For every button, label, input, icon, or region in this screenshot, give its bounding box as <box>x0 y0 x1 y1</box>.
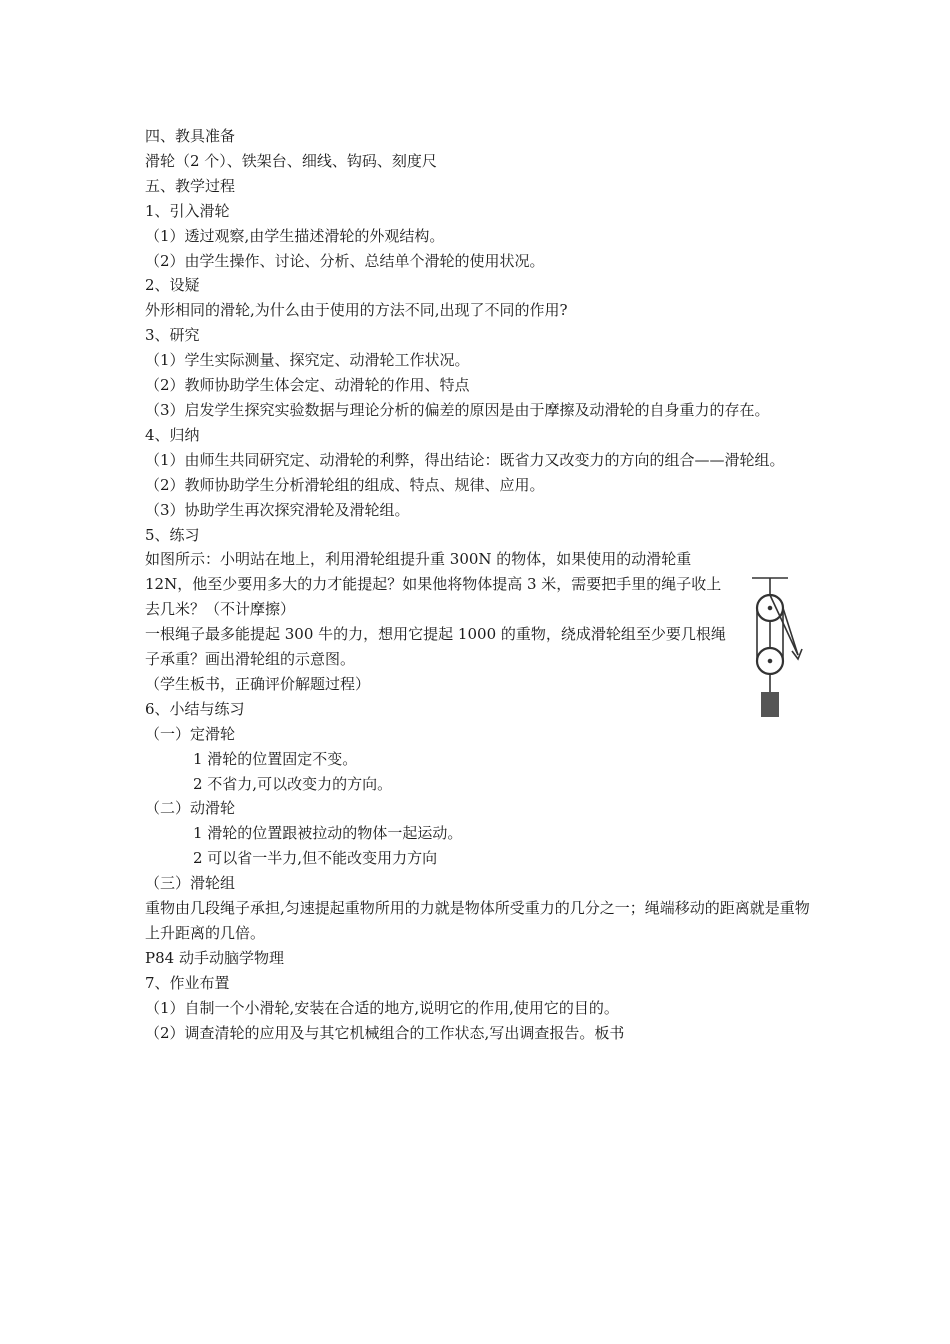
step-4-item-2: （2）教师协助学生分析滑轮组的组成、特点、规律、应用。 <box>145 475 545 494</box>
pulley-system-icon <box>750 575 812 720</box>
step-7-title: 7、作业布置 <box>145 973 230 992</box>
step-1-title: 1、引入滑轮 <box>145 201 230 220</box>
moving-pulley-point-1: 1 滑轮的位置跟被拉动的物体一起运动。 <box>193 824 463 843</box>
fixed-pulley-point-1: 1 滑轮的位置固定不变。 <box>193 749 358 768</box>
fixed-pulley-point-2: 2 不省力,可以改变力的方向。 <box>193 774 393 793</box>
equipment-list: 滑轮（2 个）、铁架台、细线、钩码、刻度尺 <box>145 151 437 170</box>
step-5-note: （学生板书，正确评价解题过程） <box>145 674 371 693</box>
step-4-title: 4、归纳 <box>145 425 200 444</box>
step-4-item-3: （3）协助学生再次探究滑轮及滑轮组。 <box>145 500 410 519</box>
step-3-item-1: （1）学生实际测量、探究定、动滑轮工作状况。 <box>145 351 470 370</box>
step-6-title: 6、小结与练习 <box>145 699 245 718</box>
step-5-question-1: 如图所示：小明站在地上，利用滑轮组提升重 300N 的物体，如果使用的动滑轮重 12N，他至少要用多大的力才能提起？如果他将物体提高 3 米，需要把手里的绳子收上去几米？（不计摩擦） <box>145 550 722 619</box>
step-4-item-1: （1）由师生共同研究定、动滑轮的利弊，得出结论：既省力又改变力的方向的组合——滑轮组。 <box>145 450 785 469</box>
step-3-title: 3、研究 <box>145 326 200 345</box>
step-3-item-3: （3）启发学生探究实验数据与理论分析的偏差的原因是由于摩擦及动滑轮的自身重力的存在。 <box>145 400 770 419</box>
step-2-title: 2、设疑 <box>145 276 200 295</box>
step-2-text: 外形相同的滑轮,为什么由于使用的方法不同,出现了不同的作用? <box>145 301 568 320</box>
document-body <box>145 124 815 1046</box>
step-5-question-2: 一根绳子最多能提起 300 牛的力，想用它提起 1000 的重物，绕成滑轮组至少要几根绳子承重？画出滑轮组的示意图。 <box>145 625 726 669</box>
step-1-item-2: （2）由学生操作、讨论、分析、总结单个滑轮的使用状况。 <box>145 251 545 270</box>
section-5-title: 五、教学过程 <box>145 176 236 195</box>
fixed-pulley-title: （一）定滑轮 <box>145 724 236 743</box>
homework-item-1: （1）自制一个小滑轮,安装在合适的地方,说明它的作用,使用它的目的。 <box>145 998 619 1017</box>
textbook-reference: P84 动手动脑学物理 <box>145 948 284 967</box>
moving-pulley-title: （二）动滑轮 <box>145 799 236 818</box>
pulley-group-text: 重物由几段绳子承担,匀速提起重物所用的力就是物体所受重力的几分之一；绳端移动的距离就是重物上升距离的几倍。 <box>145 899 810 942</box>
homework-item-2: （2）调查清轮的应用及与其它机械组合的工作状态,写出调查报告。板书 <box>145 1023 625 1042</box>
section-4-title: 四、教具准备 <box>145 127 236 145</box>
step-5-title: 5、练习 <box>145 525 200 544</box>
step-3-item-2: （2）教师协助学生体会定、动滑轮的作用、特点 <box>145 376 470 395</box>
moving-pulley-point-2: 2 可以省一半力,但不能改变用力方向 <box>193 849 438 868</box>
pulley-group-title: （三）滑轮组 <box>145 874 236 893</box>
step-1-item-1: （1）透过观察,由学生描述滑轮的外观结构。 <box>145 226 445 245</box>
